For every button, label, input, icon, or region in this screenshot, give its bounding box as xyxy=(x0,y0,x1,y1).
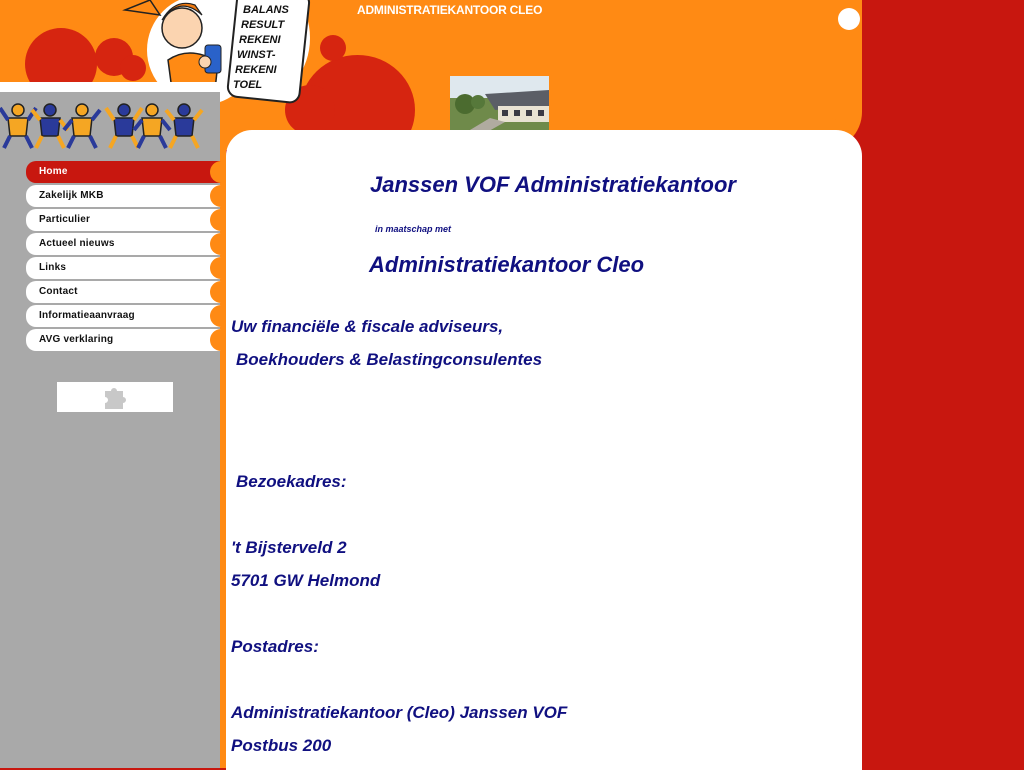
missing-plugin-placeholder[interactable] xyxy=(57,382,173,412)
nav-item-actueel-nieuws[interactable]: Actueel nieuws xyxy=(26,233,222,255)
postal-address-box: Postbus 200 xyxy=(231,736,332,755)
site-title: ADMINISTRATIEKANTOOR CLEO xyxy=(357,3,543,17)
page-title: Janssen VOF Administratiekantoor xyxy=(370,172,736,197)
tagline-line-1: Uw financiële & fiscale adviseurs, xyxy=(231,317,504,336)
tagline-line-2: Boekhouders & Belastingconsulentes xyxy=(236,350,543,369)
sign-line: RESULT xyxy=(241,19,285,31)
postal-address-name: Administratiekantoor (Cleo) Janssen VOF xyxy=(231,703,568,722)
nav-item-contact[interactable]: Contact xyxy=(26,281,222,303)
sign-line: REKENI xyxy=(239,34,281,46)
nav-item-particulier[interactable]: Particulier xyxy=(26,209,222,231)
nav-item-avg-verklaring[interactable]: AVG verklaring xyxy=(26,329,222,351)
nav-item-home[interactable]: Home xyxy=(26,161,222,183)
postal-address-label: Postadres: xyxy=(231,637,319,656)
sidebar-divider xyxy=(0,82,222,92)
visit-address-street: 't Bijsterveld 2 xyxy=(231,538,347,557)
sign-line: REKENI xyxy=(235,64,277,76)
sign-line: TOEL xyxy=(233,79,263,91)
decor-blob xyxy=(320,35,346,61)
page-title-2: Administratiekantoor Cleo xyxy=(369,252,645,277)
dancing-people-illustration xyxy=(0,100,205,152)
sign-line: BALANS xyxy=(243,4,289,16)
subtitle-small: in maatschap met xyxy=(375,224,452,234)
puzzle-icon xyxy=(101,383,129,411)
sign-line: WINST- xyxy=(237,49,276,61)
visit-address-label: Bezoekadres: xyxy=(236,472,347,491)
main-content xyxy=(226,130,862,770)
nav-item-informatieaanvraag[interactable]: Informatieaanvraag xyxy=(26,305,222,327)
nav-item-zakelijk-mkb[interactable]: Zakelijk MKB xyxy=(26,185,222,207)
nav-item-links[interactable]: Links xyxy=(26,257,222,279)
building-photo xyxy=(450,76,549,136)
main-navigation xyxy=(26,161,222,353)
decor-dot xyxy=(838,8,860,30)
visit-address-city: 5701 GW Helmond xyxy=(231,571,381,590)
